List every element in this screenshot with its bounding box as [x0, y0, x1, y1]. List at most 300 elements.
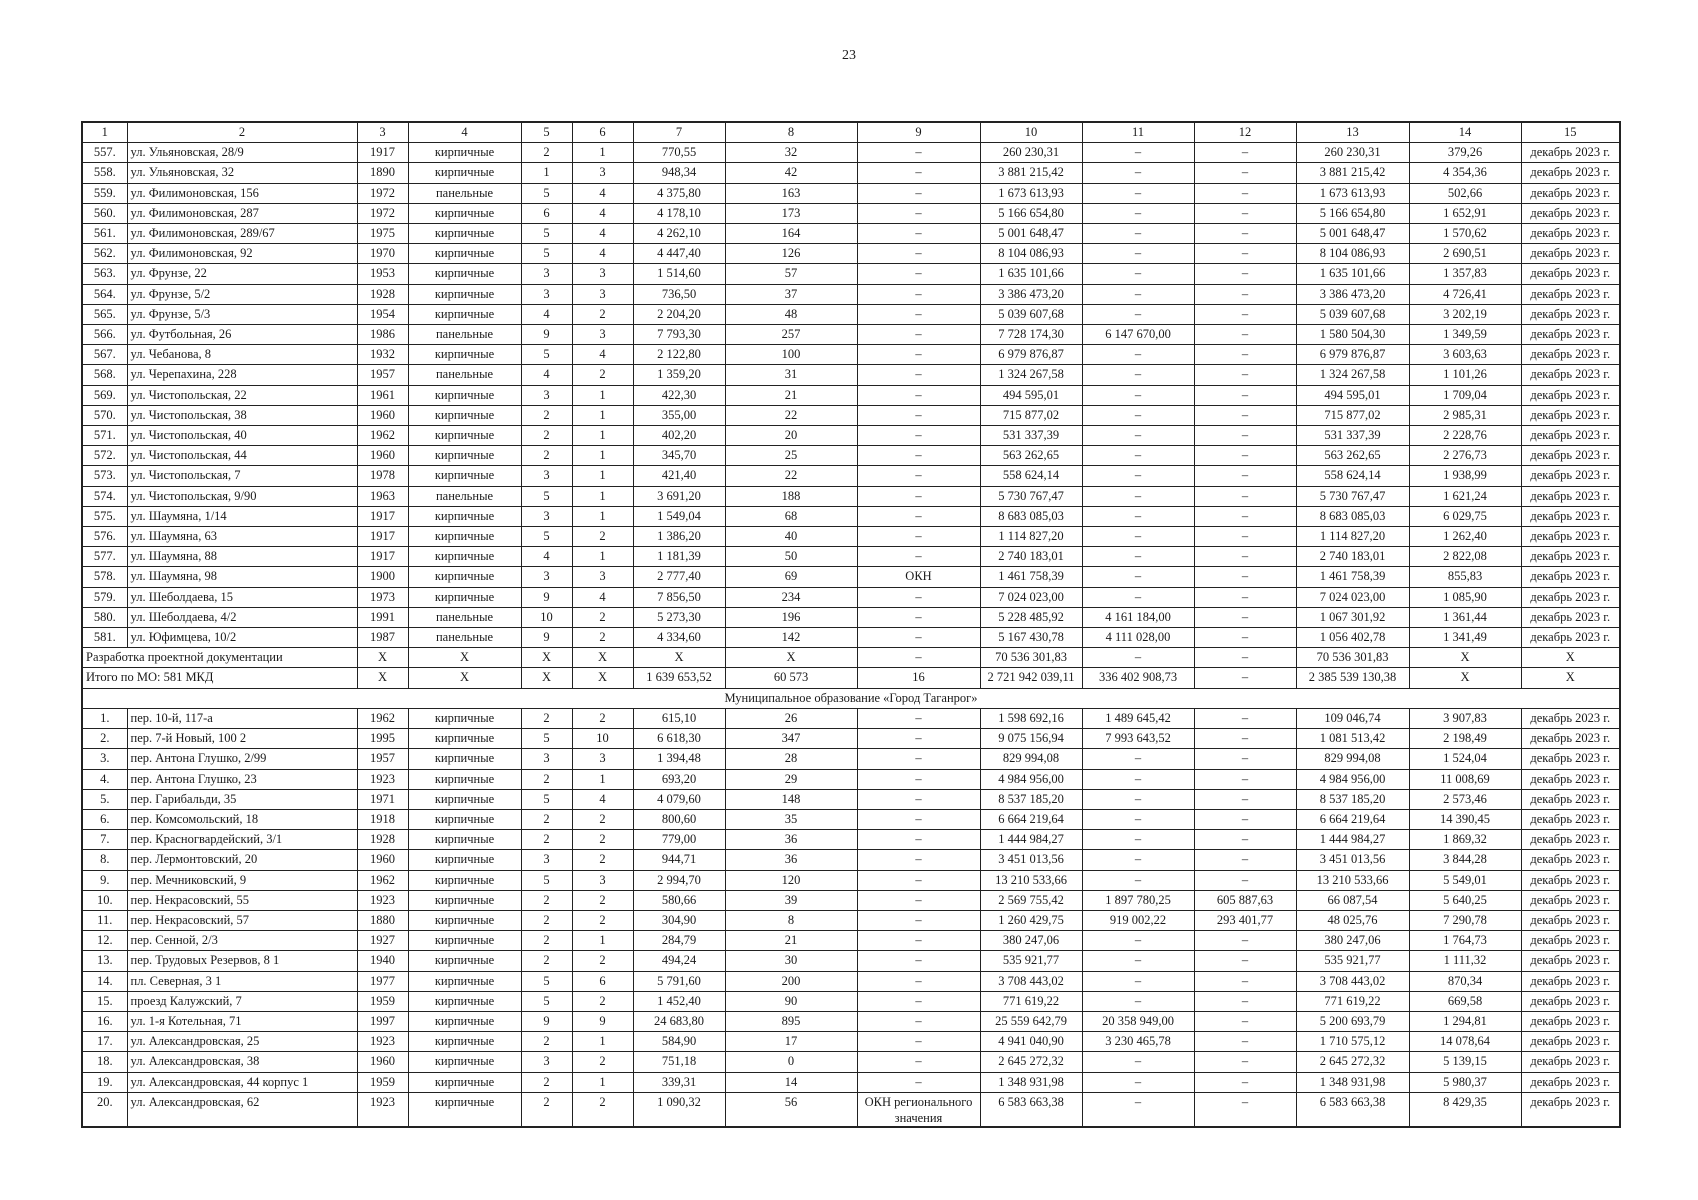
table-cell: кирпичные	[408, 405, 521, 425]
table-cell: –	[857, 547, 980, 567]
table-cell: кирпичные	[408, 547, 521, 567]
table-cell: ОКН регионального значения	[857, 1092, 980, 1127]
table-cell: 2 385 539 130,38	[1296, 668, 1409, 688]
table-cell: 1995	[357, 729, 408, 749]
table-cell: 4 354,36	[1409, 163, 1521, 183]
table-cell: панельные	[408, 486, 521, 506]
table-cell: 669,58	[1409, 991, 1521, 1011]
table-cell: 2 994,70	[633, 870, 725, 890]
table-row	[82, 1011, 1620, 1031]
table-cell: 7 290,78	[1409, 910, 1521, 930]
table-row	[82, 486, 1620, 506]
table-cell: 7 856,50	[633, 587, 725, 607]
table-cell: 15.	[82, 991, 127, 1011]
table-cell: ул. Александровская, 62	[127, 1092, 357, 1127]
column-number-cell: 9	[857, 122, 980, 143]
table-body	[82, 143, 1620, 1127]
table-cell: 2 740 183,01	[1296, 547, 1409, 567]
table-cell: 502,66	[1409, 183, 1521, 203]
table-cell: –	[857, 729, 980, 749]
table-cell: ул. Ульяновская, 32	[127, 163, 357, 183]
table-cell: 1997	[357, 1011, 408, 1031]
table-cell: –	[1082, 163, 1194, 183]
table-cell: 3 230 465,78	[1082, 1032, 1194, 1052]
table-cell: X	[521, 668, 572, 688]
table-cell: кирпичные	[408, 345, 521, 365]
table-cell: декабрь 2023 г.	[1521, 304, 1620, 324]
table-cell: 2	[572, 910, 633, 930]
table-cell: ул. Филимоновская, 289/67	[127, 224, 357, 244]
table-cell: декабрь 2023 г.	[1521, 870, 1620, 890]
table-cell: 2 569 755,42	[980, 890, 1082, 910]
table-cell: 2 228,76	[1409, 426, 1521, 446]
table-cell: 90	[725, 991, 857, 1011]
table-cell: –	[1194, 1011, 1296, 1031]
table-cell: 3	[521, 749, 572, 769]
table-cell: декабрь 2023 г.	[1521, 143, 1620, 163]
table-cell: –	[1082, 587, 1194, 607]
table-cell: 693,20	[633, 769, 725, 789]
table-row	[82, 224, 1620, 244]
table-cell: 355,00	[633, 405, 725, 425]
table-cell: кирпичные	[408, 991, 521, 1011]
table-cell: кирпичные	[408, 1072, 521, 1092]
column-number-cell: 6	[572, 122, 633, 143]
table-cell: 1940	[357, 951, 408, 971]
table-cell: 4	[572, 203, 633, 223]
table-cell: 1 580 504,30	[1296, 325, 1409, 345]
table-cell: 1 461 758,39	[1296, 567, 1409, 587]
table-cell: 66 087,54	[1296, 890, 1409, 910]
table-cell: –	[1194, 385, 1296, 405]
table-cell: 571.	[82, 426, 127, 446]
table-cell: 1 348 931,98	[980, 1072, 1082, 1092]
table-cell: ул. Футбольная, 26	[127, 325, 357, 345]
table-cell: 579.	[82, 587, 127, 607]
table-cell: панельные	[408, 365, 521, 385]
table-cell: 1970	[357, 244, 408, 264]
table-row	[82, 163, 1620, 183]
table-cell: 3	[572, 870, 633, 890]
table-cell: –	[1194, 931, 1296, 951]
table-cell: ул. Филимоновская, 156	[127, 183, 357, 203]
table-cell: 6	[572, 971, 633, 991]
table-cell: 1 101,26	[1409, 365, 1521, 385]
table-cell: 2	[572, 830, 633, 850]
table-cell: –	[1194, 466, 1296, 486]
table-cell: кирпичные	[408, 466, 521, 486]
table-cell: 2	[521, 143, 572, 163]
table-cell: 2 777,40	[633, 567, 725, 587]
table-cell: 11.	[82, 910, 127, 930]
table-row	[82, 729, 1620, 749]
table-cell: –	[1082, 749, 1194, 769]
table-cell: 7.	[82, 830, 127, 850]
summary-label: Разработка проектной документации	[82, 648, 357, 668]
table-cell: 4	[572, 587, 633, 607]
table-cell: 4	[572, 183, 633, 203]
table-row	[82, 426, 1620, 446]
table-cell: ул. Александровская, 25	[127, 1032, 357, 1052]
table-cell: декабрь 2023 г.	[1521, 405, 1620, 425]
table-cell: 6 583 663,38	[1296, 1092, 1409, 1127]
table-cell: 4 984 956,00	[980, 769, 1082, 789]
table-cell: 260 230,31	[1296, 143, 1409, 163]
table-cell: 17	[725, 1032, 857, 1052]
table-cell: 573.	[82, 466, 127, 486]
table-cell: декабрь 2023 г.	[1521, 203, 1620, 223]
table-cell: ул. Ульяновская, 28/9	[127, 143, 357, 163]
table-cell: 6 147 670,00	[1082, 325, 1194, 345]
table-cell: –	[1194, 708, 1296, 728]
table-cell: 3 881 215,42	[980, 163, 1082, 183]
table-cell: 4 447,40	[633, 244, 725, 264]
table-cell: декабрь 2023 г.	[1521, 890, 1620, 910]
table-cell: 163	[725, 183, 857, 203]
table-row	[82, 587, 1620, 607]
section-title: Муниципальное образование «Город Таганрог»	[82, 688, 1620, 708]
page-number: 23	[842, 48, 856, 63]
table-cell: 21	[725, 385, 857, 405]
table-cell: 4	[521, 304, 572, 324]
table-cell: 2	[521, 1032, 572, 1052]
table-cell: 870,34	[1409, 971, 1521, 991]
table-cell: 70 536 301,83	[1296, 648, 1409, 668]
table-cell: 558 624,14	[1296, 466, 1409, 486]
table-cell: декабрь 2023 г.	[1521, 284, 1620, 304]
table-cell: декабрь 2023 г.	[1521, 910, 1620, 930]
table-row	[82, 203, 1620, 223]
table-cell: 1962	[357, 708, 408, 728]
table-cell: 584,90	[633, 1032, 725, 1052]
table-cell: 1 709,04	[1409, 385, 1521, 405]
column-number-cell: 15	[1521, 122, 1620, 143]
table-cell: 558 624,14	[980, 466, 1082, 486]
table-cell: X	[1521, 648, 1620, 668]
table-cell: –	[1082, 304, 1194, 324]
table-cell: –	[857, 244, 980, 264]
table-cell: 164	[725, 224, 857, 244]
table-cell: декабрь 2023 г.	[1521, 951, 1620, 971]
table-cell: 1	[572, 1072, 633, 1092]
table-cell: 2 122,80	[633, 345, 725, 365]
table-cell: 4	[572, 244, 633, 264]
table-cell: кирпичные	[408, 910, 521, 930]
table-cell: X	[521, 648, 572, 668]
table-cell: –	[1194, 506, 1296, 526]
table-cell: X	[357, 648, 408, 668]
table-cell: –	[1194, 527, 1296, 547]
table-cell: 1 938,99	[1409, 466, 1521, 486]
table-cell: 196	[725, 607, 857, 627]
table-cell: 347	[725, 729, 857, 749]
table-cell: 1	[572, 446, 633, 466]
table-cell: 5 228 485,92	[980, 607, 1082, 627]
table-cell: 2 690,51	[1409, 244, 1521, 264]
table-cell: кирпичные	[408, 890, 521, 910]
table-cell: 535 921,77	[980, 951, 1082, 971]
table-cell: декабрь 2023 г.	[1521, 850, 1620, 870]
table-cell: –	[857, 789, 980, 809]
table-cell: 7 993 643,52	[1082, 729, 1194, 749]
table-cell: декабрь 2023 г.	[1521, 708, 1620, 728]
table-cell: ул. Шаумяна, 98	[127, 567, 357, 587]
table-cell: 1918	[357, 809, 408, 829]
table-cell: –	[1194, 628, 1296, 648]
table-cell: –	[857, 385, 980, 405]
table-cell: 1 114 827,20	[1296, 527, 1409, 547]
table-cell: 1 359,20	[633, 365, 725, 385]
table-cell: –	[857, 749, 980, 769]
table-cell: 9 075 156,94	[980, 729, 1082, 749]
table-cell: 422,30	[633, 385, 725, 405]
table-cell: 9	[521, 1011, 572, 1031]
table-cell: кирпичные	[408, 244, 521, 264]
table-cell: X	[408, 668, 521, 688]
table-cell: 3 881 215,42	[1296, 163, 1409, 183]
table-row	[82, 628, 1620, 648]
table-cell: декабрь 2023 г.	[1521, 809, 1620, 829]
table-cell: –	[1194, 1052, 1296, 1072]
table-cell: 572.	[82, 446, 127, 466]
table-cell: 5 001 648,47	[1296, 224, 1409, 244]
table-cell: 1975	[357, 224, 408, 244]
table-cell: 24 683,80	[633, 1011, 725, 1031]
table-cell: 5 001 648,47	[980, 224, 1082, 244]
table-cell: 3	[521, 506, 572, 526]
summary-row	[82, 648, 1620, 668]
column-number-cell: 4	[408, 122, 521, 143]
table-cell: 2	[572, 951, 633, 971]
table-cell: 580.	[82, 607, 127, 627]
table-cell: –	[1194, 203, 1296, 223]
table-cell: 578.	[82, 567, 127, 587]
table-cell: –	[1194, 365, 1296, 385]
table-cell: пер. Лермонтовский, 20	[127, 850, 357, 870]
table-cell: –	[1194, 1032, 1296, 1052]
table-cell: 1 897 780,25	[1082, 890, 1194, 910]
table-cell: 8.	[82, 850, 127, 870]
table-cell: ул. Шаумяна, 88	[127, 547, 357, 567]
table-cell: 5 730 767,47	[980, 486, 1082, 506]
table-cell: –	[857, 426, 980, 446]
table-cell: –	[1082, 809, 1194, 829]
table-cell: 1.	[82, 708, 127, 728]
table-cell: –	[857, 830, 980, 850]
table-cell: кирпичные	[408, 789, 521, 809]
table-cell: 109 046,74	[1296, 708, 1409, 728]
table-cell: 1	[572, 769, 633, 789]
table-cell: ул. Чистопольская, 44	[127, 446, 357, 466]
table-cell: 3	[521, 567, 572, 587]
table-cell: 1 444 984,27	[980, 830, 1082, 850]
table-cell: 10.	[82, 890, 127, 910]
table-cell: 5 791,60	[633, 971, 725, 991]
table-cell: 1 461 758,39	[980, 567, 1082, 587]
table-cell: –	[1082, 931, 1194, 951]
table-cell: –	[1194, 143, 1296, 163]
table-cell: 6	[521, 203, 572, 223]
table-cell: 36	[725, 850, 857, 870]
table-cell: 1	[572, 385, 633, 405]
table-cell: X	[1521, 668, 1620, 688]
table-cell: пер. Антона Глушко, 23	[127, 769, 357, 789]
table-cell: 0	[725, 1052, 857, 1072]
table-cell: кирпичные	[408, 830, 521, 850]
table-row	[82, 466, 1620, 486]
table-row	[82, 910, 1620, 930]
table-cell: X	[357, 668, 408, 688]
table-cell: –	[1082, 1072, 1194, 1092]
table-cell: 14 390,45	[1409, 809, 1521, 829]
table-cell: декабрь 2023 г.	[1521, 163, 1620, 183]
table-cell: –	[1194, 547, 1296, 567]
table-cell: 1 357,83	[1409, 264, 1521, 284]
table-cell: ул. Чистопольская, 38	[127, 405, 357, 425]
table-cell: 1 524,04	[1409, 749, 1521, 769]
table-cell: ул. Александровская, 38	[127, 1052, 357, 1072]
table-cell: 559.	[82, 183, 127, 203]
table-cell: 800,60	[633, 809, 725, 829]
table-cell: 1	[572, 547, 633, 567]
table-cell: 494 595,01	[980, 385, 1082, 405]
table-cell: 494 595,01	[1296, 385, 1409, 405]
table-cell: ул. Чистопольская, 22	[127, 385, 357, 405]
table-cell: 4 079,60	[633, 789, 725, 809]
table-cell: 9	[521, 325, 572, 345]
table-cell: 4 375,80	[633, 183, 725, 203]
table-cell: 2 198,49	[1409, 729, 1521, 749]
table-cell: 715 877,02	[1296, 405, 1409, 425]
table-cell: 5	[521, 183, 572, 203]
table-cell: 2	[572, 607, 633, 627]
table-cell: 1 621,24	[1409, 486, 1521, 506]
table-cell: 5 167 430,78	[980, 628, 1082, 648]
table-cell: кирпичные	[408, 203, 521, 223]
table-cell: кирпичные	[408, 850, 521, 870]
table-cell: –	[1082, 648, 1194, 668]
table-row	[82, 870, 1620, 890]
table-cell: –	[1194, 446, 1296, 466]
table-cell: –	[1082, 850, 1194, 870]
table-cell: декабрь 2023 г.	[1521, 466, 1620, 486]
table-cell: 567.	[82, 345, 127, 365]
table-cell: 2 645 272,32	[1296, 1052, 1409, 1072]
table-cell: 20	[725, 426, 857, 446]
table-cell: 1 056 402,78	[1296, 628, 1409, 648]
table-cell: ул. Чебанова, 8	[127, 345, 357, 365]
table-cell: 494,24	[633, 951, 725, 971]
table-cell: –	[1194, 729, 1296, 749]
table-cell: пл. Северная, 3 1	[127, 971, 357, 991]
table-cell: 1991	[357, 607, 408, 627]
table-cell: –	[1194, 567, 1296, 587]
table-cell: 1 090,32	[633, 1092, 725, 1127]
table-cell: 855,83	[1409, 567, 1521, 587]
table-cell: 1 348 931,98	[1296, 1072, 1409, 1092]
table-cell: 2	[521, 931, 572, 951]
table-row	[82, 284, 1620, 304]
table-cell: 6 583 663,38	[980, 1092, 1082, 1127]
table-cell: кирпичные	[408, 1032, 521, 1052]
table-cell: 56	[725, 1092, 857, 1127]
table-cell: 4 262,10	[633, 224, 725, 244]
table-row	[82, 850, 1620, 870]
table-cell: 1 764,73	[1409, 931, 1521, 951]
table-cell: кирпичные	[408, 527, 521, 547]
table-row	[82, 769, 1620, 789]
table-cell: –	[857, 224, 980, 244]
table-row	[82, 365, 1620, 385]
table-cell: –	[1194, 587, 1296, 607]
table-cell: –	[1194, 809, 1296, 829]
table-cell: 28	[725, 749, 857, 769]
table-cell: 1 673 613,93	[980, 183, 1082, 203]
table-cell: 1 262,40	[1409, 527, 1521, 547]
column-number-cell: 11	[1082, 122, 1194, 143]
table-cell: 4	[521, 365, 572, 385]
table-cell: 564.	[82, 284, 127, 304]
table-cell: ул. Шаумяна, 1/14	[127, 506, 357, 526]
table-cell: 9	[572, 1011, 633, 1031]
table-cell: 2	[521, 405, 572, 425]
table-cell: 1928	[357, 830, 408, 850]
table-cell: 1923	[357, 1092, 408, 1127]
table-cell: 1	[572, 486, 633, 506]
table-cell: 8 683 085,03	[1296, 506, 1409, 526]
table-cell: панельные	[408, 325, 521, 345]
table-cell: 1960	[357, 850, 408, 870]
table-cell: 2	[572, 890, 633, 910]
table-cell: –	[1082, 971, 1194, 991]
table-cell: 8 683 085,03	[980, 506, 1082, 526]
table-cell: 1962	[357, 426, 408, 446]
table-cell: –	[1194, 264, 1296, 284]
table-cell: ул. Фрунзе, 5/3	[127, 304, 357, 324]
table-cell: 1928	[357, 284, 408, 304]
column-number-cell: 5	[521, 122, 572, 143]
table-cell: ул. Шеболдаева, 15	[127, 587, 357, 607]
table-cell: 260 230,31	[980, 143, 1082, 163]
table-row	[82, 789, 1620, 809]
table-cell: 2	[521, 830, 572, 850]
table-cell: 6 618,30	[633, 729, 725, 749]
table-cell: декабрь 2023 г.	[1521, 486, 1620, 506]
table-row	[82, 506, 1620, 526]
table-cell: 380 247,06	[980, 931, 1082, 951]
housing-table-container	[81, 121, 1619, 1128]
table-cell: 8 104 086,93	[980, 244, 1082, 264]
table-row	[82, 607, 1620, 627]
table-cell: –	[857, 203, 980, 223]
table-cell: 8 429,35	[1409, 1092, 1521, 1127]
table-cell: 14 078,64	[1409, 1032, 1521, 1052]
table-cell: 402,20	[633, 426, 725, 446]
table-cell: 944,71	[633, 850, 725, 870]
table-cell: 1927	[357, 931, 408, 951]
table-cell: кирпичные	[408, 426, 521, 446]
table-cell: X	[572, 648, 633, 668]
table-cell: 6 664 219,64	[1296, 809, 1409, 829]
table-cell: 7 793,30	[633, 325, 725, 345]
table-cell: ул. Чистопольская, 7	[127, 466, 357, 486]
table-cell: 6.	[82, 809, 127, 829]
table-cell: 5	[521, 527, 572, 547]
table-cell: 4 726,41	[1409, 284, 1521, 304]
table-cell: 16.	[82, 1011, 127, 1031]
table-cell: ул. Филимоновская, 287	[127, 203, 357, 223]
table-cell: 10	[521, 607, 572, 627]
